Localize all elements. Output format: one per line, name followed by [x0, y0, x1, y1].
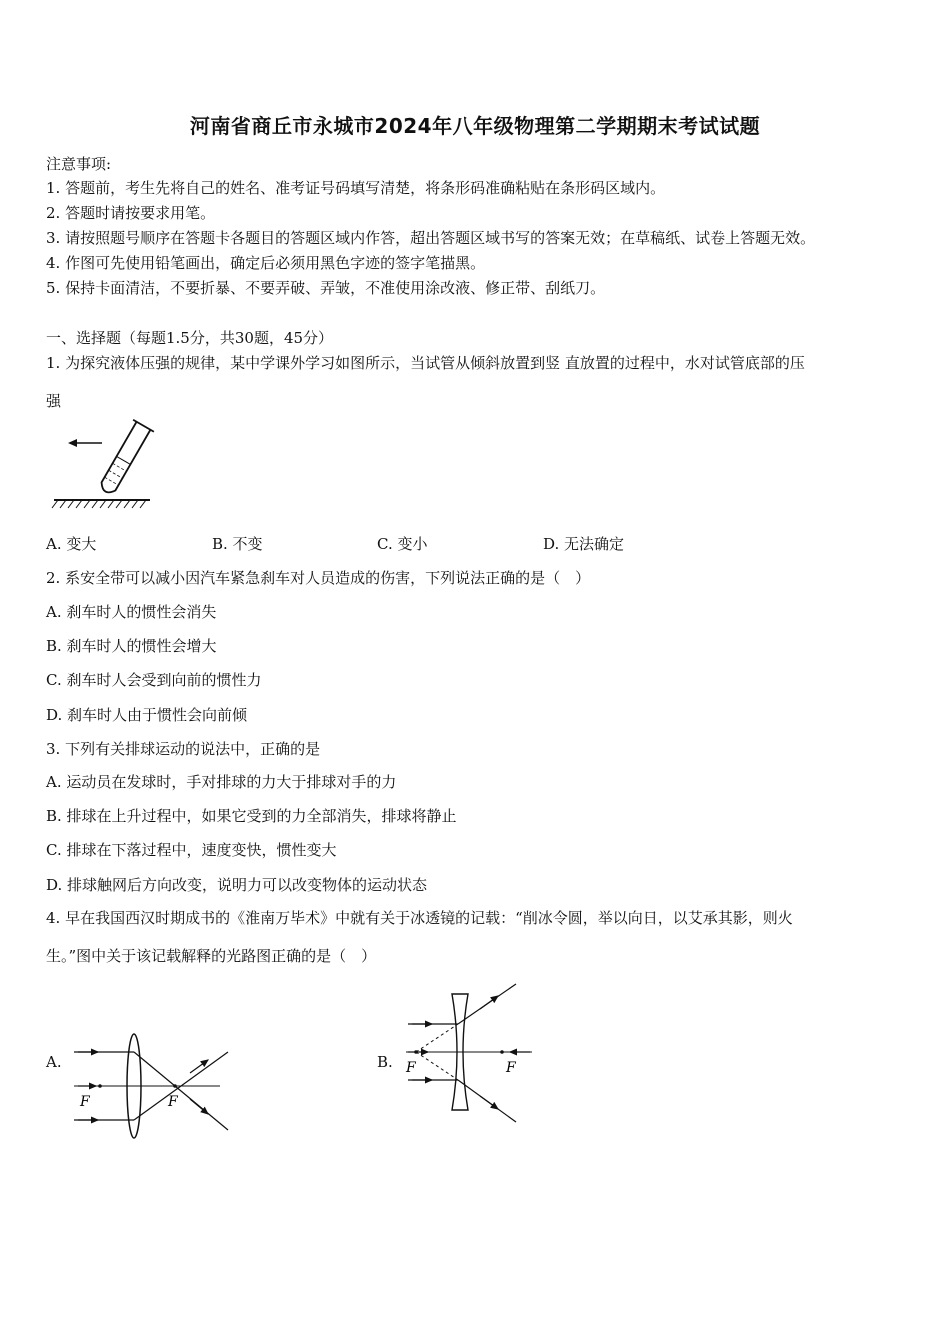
focus-label: F — [168, 1094, 178, 1110]
notice-item: 5. 保持卡面清洁，不要折暴、不要弄破、弄皱，不准使用涂改液、修正带、刮纸刀。 — [46, 279, 606, 297]
question-4-stem-cont: 生。”图中关于该记载解释的光路图正确的是（ ） — [46, 947, 377, 965]
question-4-stem: 4. 早在我国西汉时期成书的《淮南万毕术》中就有关于冰透镜的记载：“削冰令圆，举以向日，以艾承其影，则火 — [46, 909, 793, 927]
q3-option-d: D. 排球触网后方向改变，说明力可以改变物体的运动状态 — [46, 876, 428, 894]
focus-label: F — [506, 1060, 516, 1076]
question-1-stem-cont: 强 — [46, 392, 62, 410]
q2-option-d: D. 刹车时人由于惯性会向前倾 — [46, 706, 248, 724]
q4-option-b-label: B. — [377, 1053, 393, 1071]
question-2-stem: 2. 系安全带可以减小因汽车紧急刹车对人员造成的伤害，下列说法正确的是（ ） — [46, 569, 591, 587]
q2-option-a: A. 刹车时人的惯性会消失 — [46, 603, 217, 621]
focus-label: F — [406, 1060, 416, 1076]
convex-lens-diagram — [70, 1030, 235, 1142]
question-1-stem: 1. 为探究液体压强的规律，某中学课外学习如图所示，当试管从倾斜放置到竖 直放置的过程中，水对试管底部的压 — [46, 354, 805, 372]
focus-label: F — [80, 1094, 90, 1110]
q1-option-a: A. 变大 — [46, 535, 97, 553]
q3-option-b: B. 排球在上升过程中，如果它受到的力全部消失，排球将静止 — [46, 807, 457, 825]
notice-heading: 注意事项: — [46, 155, 112, 173]
q2-option-c: C. 刹车时人会受到向前的惯性力 — [46, 671, 262, 689]
q4-option-a-label: A. — [46, 1053, 62, 1071]
q3-option-c: C. 排球在下落过程中，速度变快，惯性变大 — [46, 841, 337, 859]
q1-option-c: C. 变小 — [377, 535, 428, 553]
q3-option-a: A. 运动员在发球时，手对排球的力大于排球对手的力 — [46, 773, 397, 791]
notice-item: 4. 作图可先使用铅笔画出，确定后必须用黑色字迹的签字笔描黑。 — [46, 254, 486, 272]
section-heading: 一、选择题（每题1.5分，共30题，45分） — [46, 329, 334, 347]
page-title: 河南省商丘市永城市2024年八年级物理第二学期期末考试试题 — [189, 114, 761, 138]
q1-option-d: D. 无法确定 — [543, 535, 625, 553]
notice-item: 1. 答题前，考生先将自己的姓名、准考证号码填写清楚，将条形码准确粘贴在条形码区域内。 — [46, 179, 666, 197]
q2-option-b: B. 刹车时人的惯性会增大 — [46, 637, 217, 655]
q1-option-b: B. 不变 — [212, 535, 263, 553]
notice-item: 2. 答题时请按要求用笔。 — [46, 204, 216, 222]
notice-item: 3. 请按照题号顺序在答题卡各题目的答题区域内作答，超出答题区域书写的答案无效；在草稿纸、试卷上答题无效。 — [46, 229, 816, 247]
test-tube-figure — [50, 418, 155, 513]
question-3-stem: 3. 下列有关排球运动的说法中，正确的是 — [46, 740, 321, 758]
concave-lens-diagram — [402, 982, 537, 1128]
